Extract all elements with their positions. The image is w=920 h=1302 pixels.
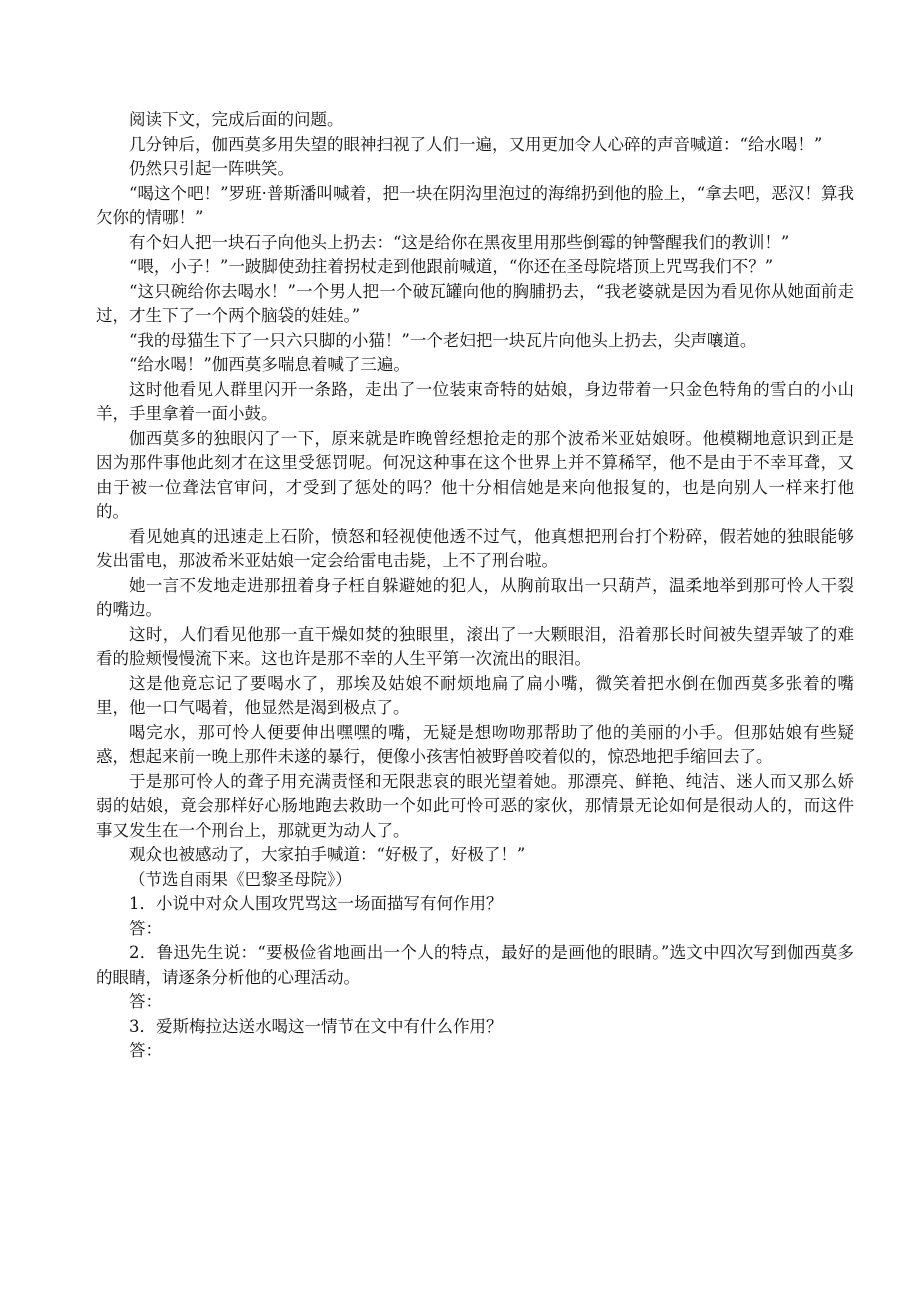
paragraph: 伽西莫多的独眼闪了一下，原来就是昨晚曾经想抢走的那个波希米亚姑娘呀。他模糊地意识到正是因为那件事他此刻才在这里受惩罚呢。何况这种事在这个世界上并不算稀罕，他不是由于不幸耳聋，又由于被一位聋法官审问，才受到了惩处的吗？他十分相信她是来向他报复的，也是向别人一样来打他的。 bbox=[96, 428, 854, 521]
answer-label: 答： bbox=[129, 992, 162, 1011]
question-1: 1．小说中对众人围攻咒骂这一场面描写有何作用？ bbox=[129, 894, 503, 913]
reading-instruction: 阅读下文，完成后面的问题。 bbox=[129, 110, 344, 129]
paragraph: 喝完水，那可怜人便要伸出嘿嘿的嘴，无疑是想吻吻那帮助了他的美丽的小手。但那姑娘有些疑惑，想起来前一晚上那件未遂的暴行，便像小孩害怕被野兽咬着似的，惊恐地把手缩回去了。 bbox=[96, 722, 854, 766]
paragraph: 有个妇人把一块石子向他头上扔去：“这是给你在黑夜里用那些倒霉的钟警醒我们的教训！” bbox=[129, 232, 790, 252]
paragraph: 仍然只引起一阵哄笑。 bbox=[129, 159, 294, 178]
paragraph: “我的母猫生下了一只六只脚的小猫！”一个老妇把一块瓦片向他头上扔去，尖声嚷道。 bbox=[129, 330, 757, 350]
paragraph: 这时，人们看见他那一直干燥如焚的独眼里，滚出了一大颗眼泪，沿着那长时间被失望弄皱了的难看的脸颊慢慢流下来。这也许是那不幸的人生平第一次流出的眼泪。 bbox=[96, 624, 854, 668]
paragraph: “这只碗给你去喝水！”一个男人把一个破瓦罐向他的胸脯扔去，“我老婆就是因为看见你从她面前走过，才生下了一个两个脑袋的娃娃。” bbox=[96, 281, 854, 325]
paragraph: “喂，小子！”一跛脚使劲拄着拐杖走到他跟前喊道，“你还在圣母院塔顶上咒骂我们不？” bbox=[129, 257, 774, 276]
paragraph: 这时他看见人群里闪开一条路，走出了一位装束奇特的姑娘，身边带着一只金色特角的雪白的小山羊，手里拿着一面小鼓。 bbox=[96, 379, 854, 423]
question-3: 3．爱斯梅拉达送水喝这一情节在文中有什么作用？ bbox=[129, 1016, 503, 1036]
paragraph: 几分钟后，伽西莫多用失望的眼神扫视了人们一遍，又用更加令人心碎的声音喊道：“给水喝！” bbox=[129, 134, 823, 154]
document-body bbox=[96, 108, 854, 1064]
paragraph: 于是那可怜人的聋子用充满责怪和无限悲哀的眼光望着她。那漂亮、鲜艳、纯洁、迷人而又那么娇弱的姑娘，竟会那样好心肠地跑去救助一个如此可怜可恶的家伙，那情景无论如何是很动人的，而这件事又发生在一个刑台上，那就更为动人了。 bbox=[96, 771, 854, 840]
paragraph: 她一言不发地走进那扭着身子枉自躲避她的犯人，从胸前取出一只葫芦，温柔地举到那可怜人干裂的嘴边。 bbox=[96, 575, 854, 619]
paragraph: “给水喝！”伽西莫多喘息着喊了三遍。 bbox=[129, 355, 410, 374]
paragraph: 看见她真的迅速走上石阶，愤怒和轻视使他透不过气，他真想把刑台打个粉碎，假若她的独眼能够发出雷电，那波希米亚姑娘一定会给雷电击毙，上不了刑台啦。 bbox=[96, 526, 854, 570]
paragraph: 这是他竟忘记了要喝水了，那埃及姑娘不耐烦地扁了扁小嘴，微笑着把水倒在伽西莫多张着的嘴里，他一口气喝着，他显然是渴到极点了。 bbox=[96, 673, 854, 717]
answer-label: 答： bbox=[129, 1041, 162, 1060]
paragraph: “喝这个吧！”罗班·普斯潘叫喊着，把一块在阴沟里泡过的海绵扔到他的脸上，“拿去吧，恶汉！算我欠你的情哪！” bbox=[96, 183, 854, 227]
source-citation: （节选自雨果《巴黎圣母院》） bbox=[129, 869, 352, 889]
paragraph: 观众也被感动了，大家拍手喊道：“好极了，好极了！” bbox=[129, 845, 526, 864]
question-2: 2．鲁迅先生说：“要极俭省地画出一个人的特点，最好的是画他的眼睛。”选文中四次写到伽西莫多的眼睛，请逐条分析他的心理活动。 bbox=[96, 943, 854, 987]
answer-label: 答： bbox=[129, 918, 162, 938]
